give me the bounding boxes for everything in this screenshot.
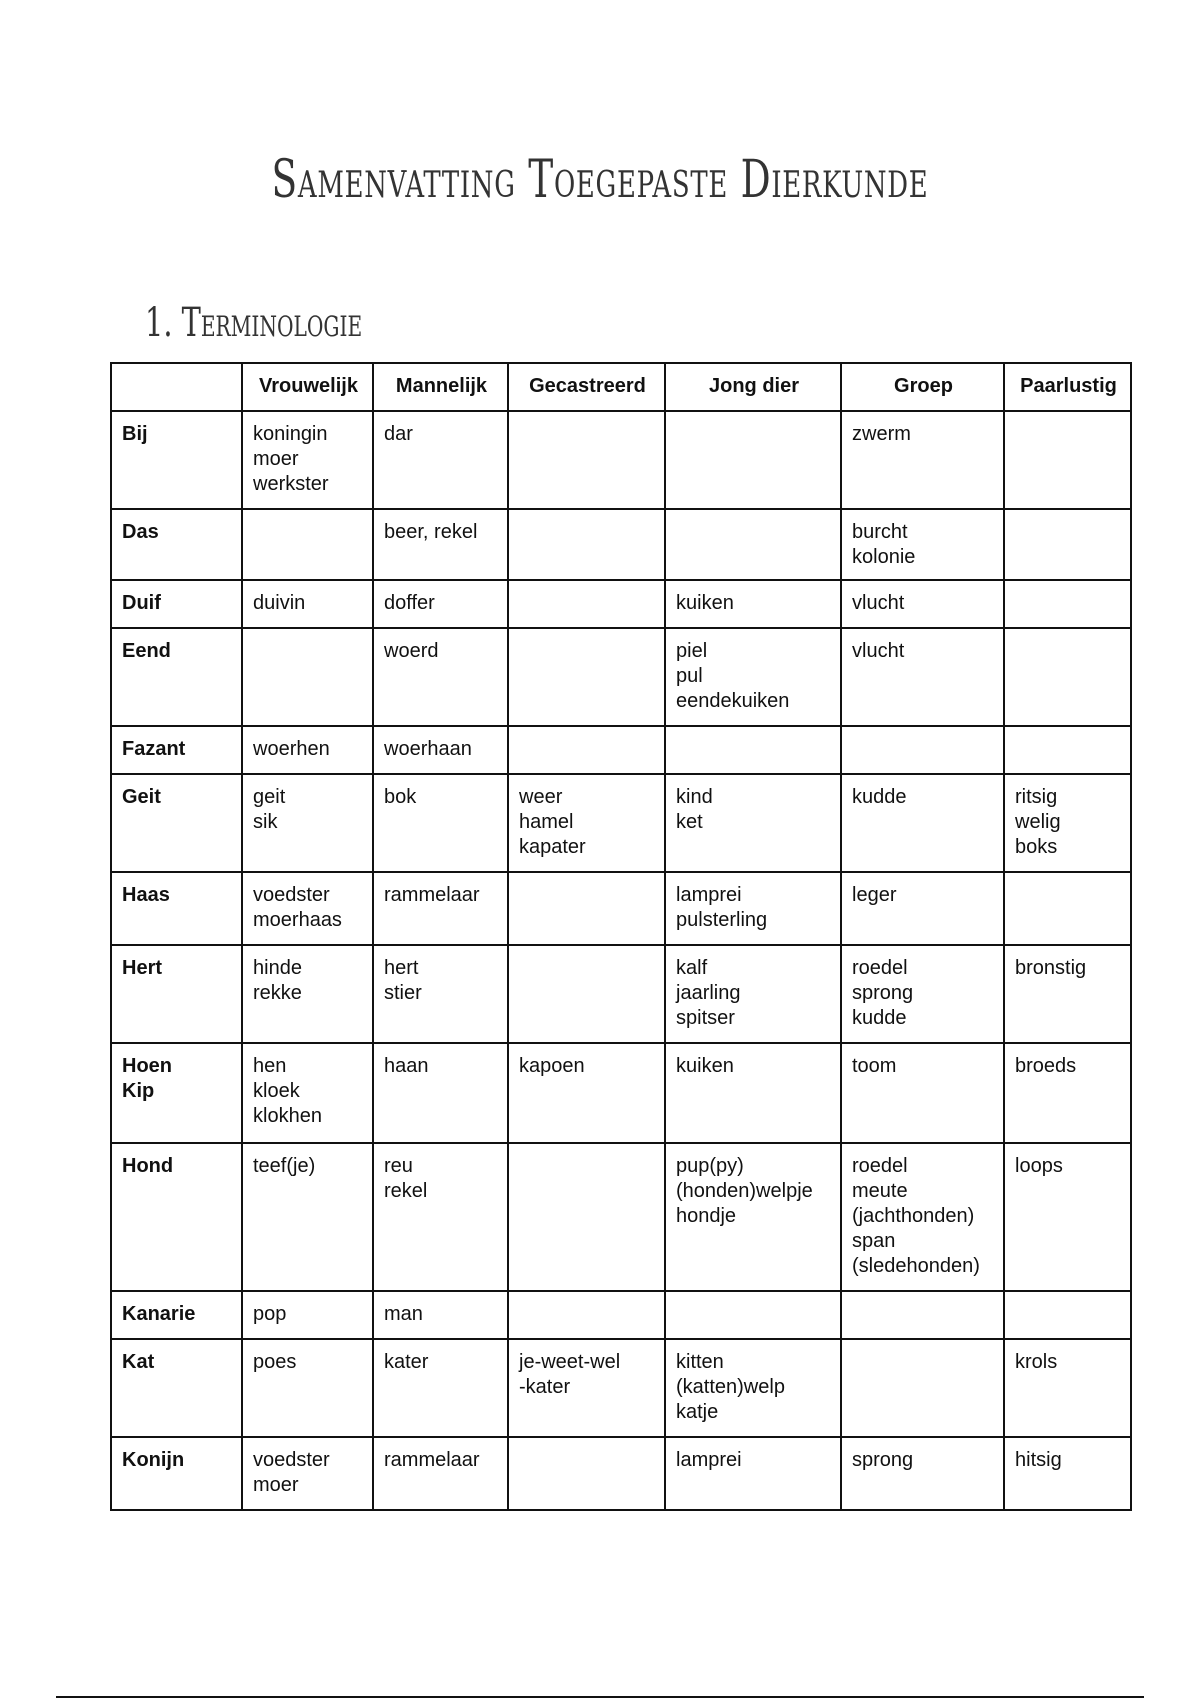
table-cell: [1004, 628, 1131, 726]
document-title: Samenvatting Toegepaste Dierkunde: [271, 150, 929, 210]
table-cell: loops: [1004, 1143, 1131, 1291]
row-label-animal: Kanarie: [111, 1291, 242, 1339]
table-cell: [242, 628, 373, 726]
table-cell: broeds: [1004, 1043, 1131, 1143]
table-cell: krols: [1004, 1339, 1131, 1437]
table-row: [111, 774, 1131, 872]
column-header: Mannelijk: [373, 363, 508, 411]
table-cell: [508, 628, 665, 726]
table-cell: kitten (katten)welp katje: [665, 1339, 841, 1437]
table-cell: [841, 726, 1004, 774]
table-cell: haan: [373, 1043, 508, 1143]
table-cell: piel pul eendekuiken: [665, 628, 841, 726]
table-cell: roedel meute (jachthonden) span (sledehonden): [841, 1143, 1004, 1291]
table-cell: kuiken: [665, 580, 841, 628]
table-row: [111, 1043, 1131, 1143]
table-cell: kind ket: [665, 774, 841, 872]
table-row: [111, 1339, 1131, 1437]
row-label-animal: Fazant: [111, 726, 242, 774]
table-row: [111, 411, 1131, 509]
row-label-animal: Hert: [111, 945, 242, 1043]
column-header: Jong dier: [665, 363, 841, 411]
row-label-animal: Geit: [111, 774, 242, 872]
table-cell: man: [373, 1291, 508, 1339]
table-cell: weer hamel kapater: [508, 774, 665, 872]
table-cell: roedel sprong kudde: [841, 945, 1004, 1043]
table-cell: lamprei pulsterling: [665, 872, 841, 945]
table-cell: kudde: [841, 774, 1004, 872]
table-cell: woerhaan: [373, 726, 508, 774]
table-cell: [1004, 580, 1131, 628]
table-cell: [665, 726, 841, 774]
column-header: Vrouwelijk: [242, 363, 373, 411]
table-row: [111, 580, 1131, 628]
table-cell: hitsig: [1004, 1437, 1131, 1510]
table-cell: [508, 411, 665, 509]
table-cell: rammelaar: [373, 1437, 508, 1510]
table-cell: voedster moer: [242, 1437, 373, 1510]
terminology-table: [110, 362, 1132, 1511]
table-cell: [508, 872, 665, 945]
footer-divider: [56, 1696, 1144, 1698]
table-cell: koningin moer werkster: [242, 411, 373, 509]
row-label-animal: Bij: [111, 411, 242, 509]
table-cell: rammelaar: [373, 872, 508, 945]
table-cell: [1004, 726, 1131, 774]
table-cell: woerhen: [242, 726, 373, 774]
table-cell: [508, 726, 665, 774]
section-heading: 1. Terminologie: [145, 300, 363, 346]
row-label-animal: Eend: [111, 628, 242, 726]
table-cell: [242, 509, 373, 580]
row-label-animal: Hoen Kip: [111, 1043, 242, 1143]
table-cell: hinde rekke: [242, 945, 373, 1043]
table-cell: hen kloek klokhen: [242, 1043, 373, 1143]
column-header: Paarlustig: [1004, 363, 1131, 411]
table-cell: bronstig: [1004, 945, 1131, 1043]
table-cell: [1004, 872, 1131, 945]
table-cell: [841, 1291, 1004, 1339]
table-cell: je-weet-wel -kater: [508, 1339, 665, 1437]
table-cell: toom: [841, 1043, 1004, 1143]
table-cell: doffer: [373, 580, 508, 628]
table-cell: kuiken: [665, 1043, 841, 1143]
table-row: [111, 628, 1131, 726]
table-cell: lamprei: [665, 1437, 841, 1510]
table-row: [111, 509, 1131, 580]
column-header: Gecastreerd: [508, 363, 665, 411]
table-cell: voedster moerhaas: [242, 872, 373, 945]
table-cell: hert stier: [373, 945, 508, 1043]
table-cell: vlucht: [841, 580, 1004, 628]
table-cell: [665, 411, 841, 509]
row-label-animal: Hond: [111, 1143, 242, 1291]
table-cell: pop: [242, 1291, 373, 1339]
table-row: [111, 1143, 1131, 1291]
table-row: [111, 872, 1131, 945]
table-cell: bok: [373, 774, 508, 872]
table-row: [111, 726, 1131, 774]
column-header: [111, 363, 242, 411]
row-label-animal: Duif: [111, 580, 242, 628]
table-cell: [665, 1291, 841, 1339]
table-cell: [1004, 1291, 1131, 1339]
table-cell: geit sik: [242, 774, 373, 872]
table-row: [111, 1291, 1131, 1339]
table-cell: beer, rekel: [373, 509, 508, 580]
table-cell: [665, 509, 841, 580]
table-cell: [1004, 411, 1131, 509]
table-cell: [508, 580, 665, 628]
table-row: [111, 945, 1131, 1043]
table-cell: kapoen: [508, 1043, 665, 1143]
column-header: Groep: [841, 363, 1004, 411]
table-cell: burcht kolonie: [841, 509, 1004, 580]
table-cell: dar: [373, 411, 508, 509]
row-label-animal: Kat: [111, 1339, 242, 1437]
table-cell: [508, 1437, 665, 1510]
table-cell: pup(py) (honden)welpje hondje: [665, 1143, 841, 1291]
table-cell: teef(je): [242, 1143, 373, 1291]
row-label-animal: Das: [111, 509, 242, 580]
table-cell: zwerm: [841, 411, 1004, 509]
table-cell: woerd: [373, 628, 508, 726]
table-cell: leger: [841, 872, 1004, 945]
table-cell: reu rekel: [373, 1143, 508, 1291]
table-cell: [508, 1291, 665, 1339]
table-header-row: [111, 363, 1131, 411]
table-cell: [508, 509, 665, 580]
table-cell: kalf jaarling spitser: [665, 945, 841, 1043]
table-cell: [841, 1339, 1004, 1437]
table-cell: kater: [373, 1339, 508, 1437]
row-label-animal: Haas: [111, 872, 242, 945]
table-cell: [508, 1143, 665, 1291]
table-cell: duivin: [242, 580, 373, 628]
table-cell: sprong: [841, 1437, 1004, 1510]
table-cell: [1004, 509, 1131, 580]
table-cell: vlucht: [841, 628, 1004, 726]
table-body: [111, 411, 1131, 1510]
table-cell: poes: [242, 1339, 373, 1437]
row-label-animal: Konijn: [111, 1437, 242, 1510]
table-row: [111, 1437, 1131, 1510]
table-cell: ritsig welig boks: [1004, 774, 1131, 872]
table-cell: [508, 945, 665, 1043]
